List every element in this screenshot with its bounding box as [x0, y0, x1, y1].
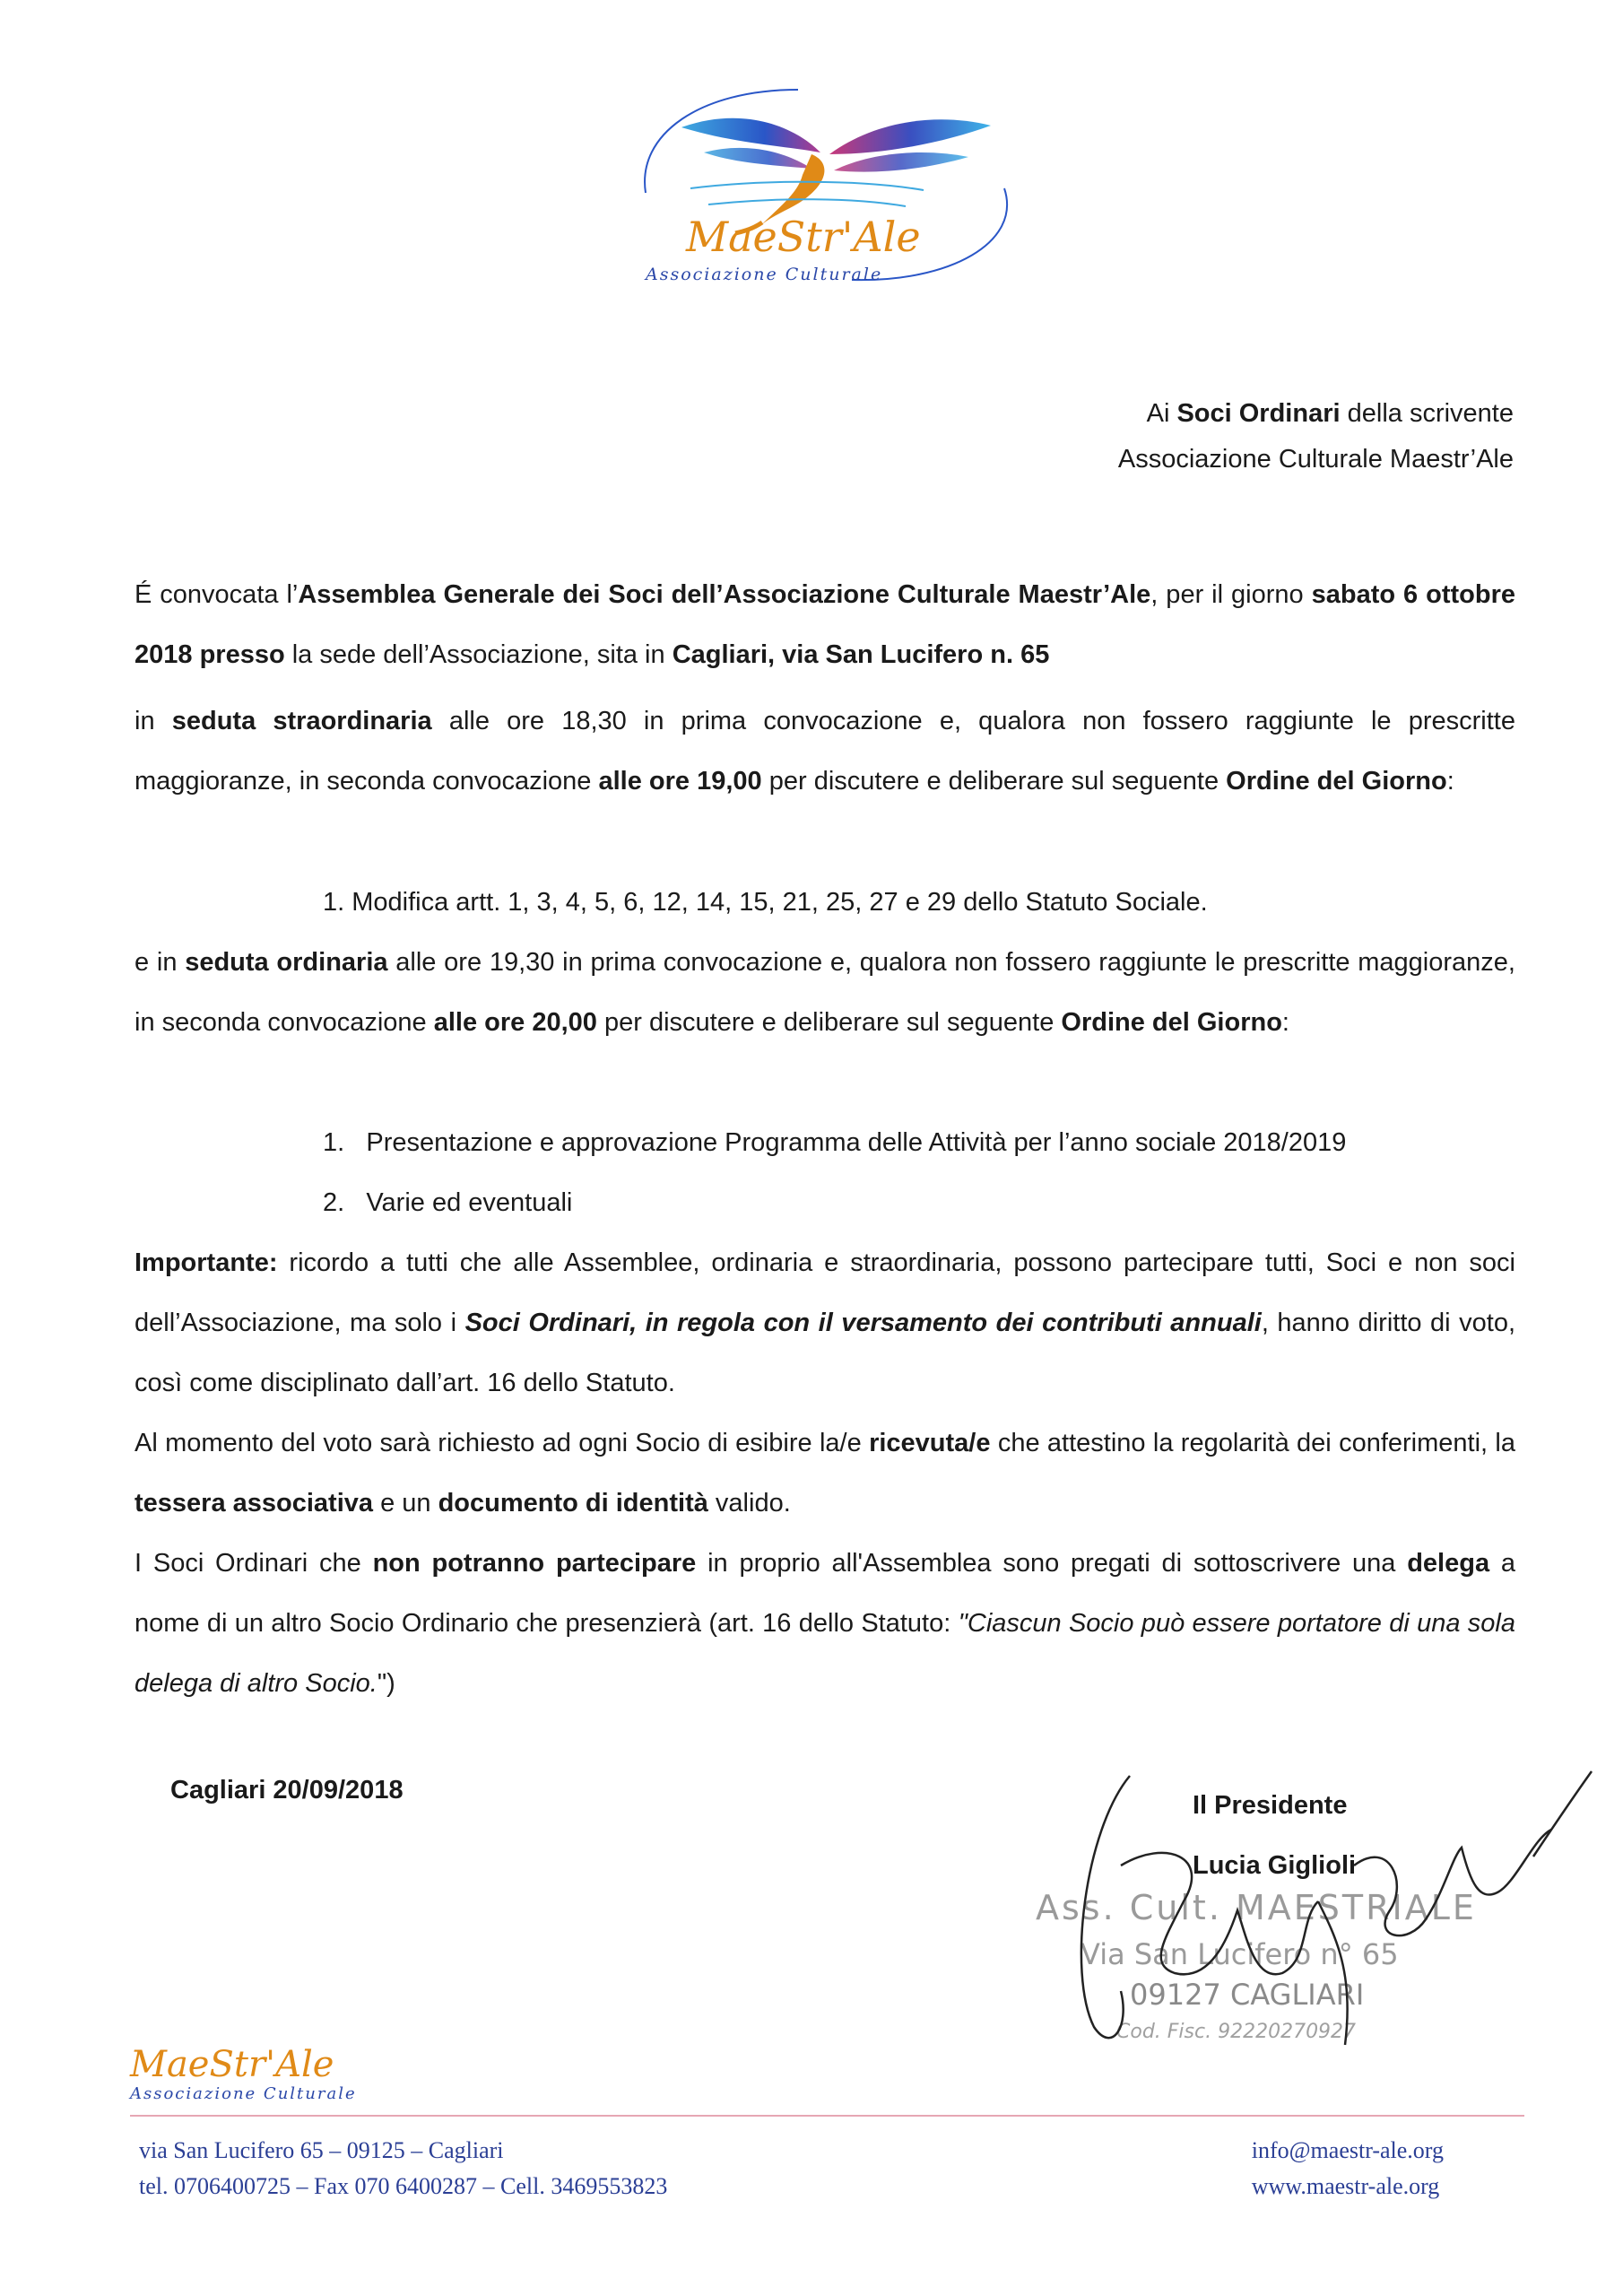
- seagull-logo-icon: [628, 72, 1031, 296]
- recipient-bold: Soci Ordinari: [1176, 399, 1341, 428]
- text-run: per discutere e deliberare sul seguente: [761, 767, 1227, 796]
- text-run: "Ciascun Socio può essere portatore di una sola delega di altro Socio.: [135, 1609, 1515, 1698]
- agenda-item: [323, 1173, 1346, 1233]
- text-run: a nome di un altro Socio Ordinario che presenzierà (art. 16 dello Statuto:: [135, 1549, 1516, 1638]
- text-run: la sede dell’Associazione, sita in: [284, 640, 673, 669]
- agenda-item-text: Modifica artt. 1, 3, 4, 5, 6, 12, 14, 15, 21, 25, 27 e 29 dello Statuto Sociale.: [352, 888, 1208, 917]
- agenda-item-text: Presentazione e approvazione Programma delle Attività per l’anno sociale 2018/2019: [366, 1128, 1347, 1157]
- closing-date: Cagliari 20/09/2018: [170, 1776, 404, 1805]
- text-run: , hanno diritto di voto, così come disciplinato dall’art. 16 dello Statuto.: [135, 1309, 1516, 1397]
- text-run: alle ore 20,00: [433, 1008, 597, 1037]
- text-run: valido.: [707, 1489, 791, 1518]
- text-run: Ordine del Giorno: [1226, 767, 1447, 796]
- text-run: e un: [373, 1489, 438, 1518]
- footer-phones: tel. 0706400725 – Fax 070 6400287 – Cell. 3469553823: [139, 2173, 668, 2199]
- footer-divider: [130, 2115, 1524, 2117]
- paragraph-convocation: [135, 565, 1515, 685]
- handwritten-signature: [1031, 1758, 1596, 2054]
- recipient-suffix: della scrivente: [1340, 399, 1514, 428]
- agenda-item-number: 1.: [323, 1128, 345, 1157]
- text-run: delega: [1407, 1549, 1490, 1578]
- text-run: per discutere e deliberare sul seguente: [596, 1008, 1062, 1037]
- paragraph-extraordinary-session: [135, 691, 1515, 812]
- text-run: Cagliari, via San Lucifero n. 65: [672, 640, 1050, 669]
- convocation-paragraph-3: [135, 933, 1515, 1053]
- footer-address: via San Lucifero 65 – 09125 – Cagliari: [139, 2137, 504, 2163]
- text-run: in: [135, 707, 172, 735]
- text-run: e in: [135, 948, 186, 977]
- association-logo: [628, 72, 1031, 296]
- text-run: seduta straordinaria: [171, 707, 432, 735]
- footer-contacts: [139, 2133, 667, 2205]
- text-run: Soci Ordinari, in regola con il versamento dei contributi annuali: [464, 1309, 1262, 1337]
- recipient-block: [1118, 391, 1514, 483]
- footer-logo: [130, 2045, 417, 2117]
- text-run: seduta ordinaria: [185, 948, 388, 977]
- paragraph-important: [135, 1233, 1515, 1413]
- text-run: alle ore 19,30 in prima convocazione e, qualora non fossero raggiunte le prescritte maggioranze, in seconda convocazione: [135, 948, 1515, 1037]
- logo-name: MaeStr'Ale: [686, 213, 921, 261]
- text-run: in proprio all'Assemblea sono pregati di sottoscrivere una: [696, 1549, 1408, 1578]
- footer-email[interactable]: info@maestr-ale.org: [1251, 2137, 1444, 2163]
- text-run: ricordo a tutti che alle Assemblee, ordinaria e straordinaria, possono partecipare tutti, Soci e non soci dell’Associazione, ma solo i: [135, 1248, 1515, 1337]
- stamp-line-2: Via San Lucifero n° 65: [1081, 1937, 1399, 1971]
- stamp-line-4: Cod. Fisc. 92220270927: [1116, 2021, 1357, 2043]
- text-run: I Soci Ordinari che: [135, 1549, 373, 1578]
- paragraph-delegation: [135, 1534, 1515, 1714]
- text-run: non potranno partecipare: [372, 1549, 697, 1578]
- text-run: Al momento del voto sarà richiesto ad ogni Socio di esibire la/e: [135, 1429, 870, 1457]
- paragraph-ordinary-session: [135, 933, 1515, 1053]
- text-run: sabato 6 ottobre 2018 presso: [135, 580, 1515, 669]
- logo-subtitle: Associazione Culturale: [646, 265, 883, 284]
- agenda-list-ordinary: [323, 1113, 1346, 1233]
- footer-web-contacts: [1252, 2133, 1444, 2205]
- convocation-paragraph-2: [135, 691, 1515, 812]
- text-run: :: [1281, 1008, 1289, 1037]
- text-run: alle ore 18,30 in prima convocazione e, qualora non fossero raggiunte le prescritte maggioranze, in seconda convocazione: [135, 707, 1515, 796]
- stamp-line-3: 09127 CAGLIARI: [1130, 1978, 1365, 2012]
- text-run: che attestino la regolarità dei conferimenti, la: [990, 1429, 1516, 1457]
- text-run: :: [1446, 767, 1454, 796]
- text-run: documento di identità: [438, 1489, 708, 1518]
- agenda-item: [323, 1113, 1346, 1173]
- text-run: tessera associativa: [135, 1489, 374, 1518]
- agenda-list-extraordinary: [323, 873, 1208, 933]
- recipient-line-2: Associazione Culturale Maestr’Ale: [1117, 445, 1514, 474]
- signer-role: Il Presidente: [1193, 1791, 1348, 1820]
- text-run: , per il giorno: [1150, 580, 1312, 609]
- notice-paragraph-vote: [135, 1413, 1515, 1534]
- recipient-prefix: Ai: [1146, 399, 1177, 428]
- stamp-line-1: Ass. Cult. MAESTRIALE: [1036, 1888, 1477, 1927]
- agenda-item-text: Varie ed eventuali: [366, 1188, 573, 1217]
- signer-name: Lucia Giglioli: [1193, 1851, 1357, 1880]
- text-run: Importante:: [135, 1248, 278, 1277]
- text-run: alle ore 19,00: [598, 767, 762, 796]
- recipient-line-1: [1118, 391, 1514, 437]
- agenda-item-number: 2.: [323, 1188, 345, 1217]
- footer-logo-subtitle: Associazione Culturale: [130, 2084, 357, 2103]
- footer-website[interactable]: www.maestr-ale.org: [1251, 2173, 1440, 2199]
- convocation-paragraph-1: [135, 565, 1515, 685]
- notice-paragraph-important: [135, 1233, 1515, 1413]
- text-run: Ordine del Giorno: [1061, 1008, 1282, 1037]
- text-run: ricevuta/e: [869, 1429, 991, 1457]
- text-run: É convocata l’: [135, 580, 299, 609]
- paragraph-vote-requirements: [135, 1413, 1515, 1534]
- agenda-item-number: 1.: [323, 888, 345, 917]
- text-run: Assemblea Generale dei Soci dell’Associazione Culturale Maestr’Ale: [298, 580, 1151, 609]
- footer-logo-name: MaeStr'Ale: [130, 2044, 334, 2085]
- agenda-item: [323, 873, 1208, 933]
- text-run: "): [377, 1669, 395, 1698]
- notice-paragraph-delegation: [135, 1534, 1515, 1714]
